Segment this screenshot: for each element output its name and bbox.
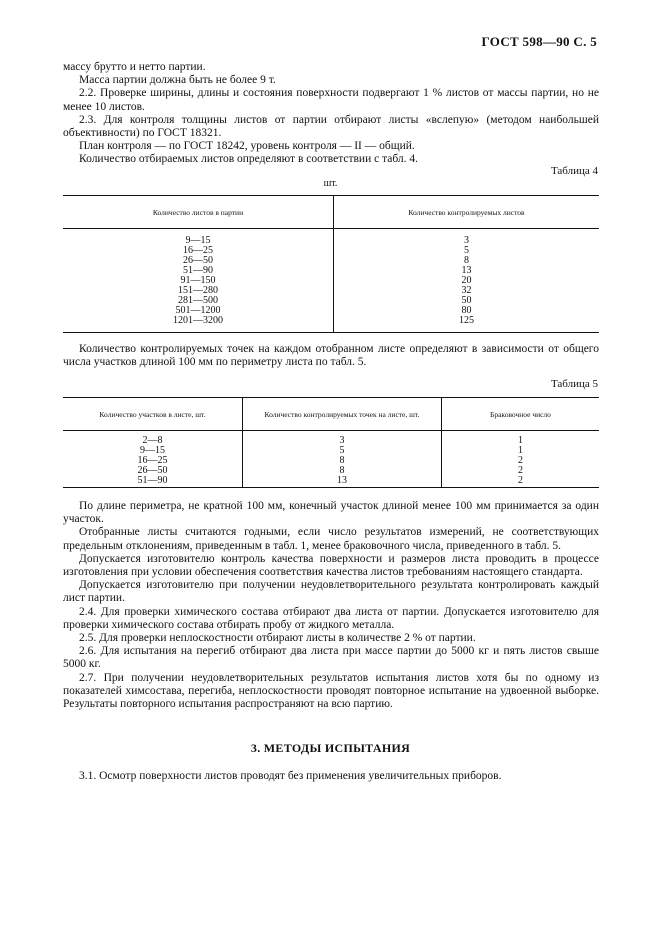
paragraph: Количество контролируемых точек на каждом отобранном листе определяют в зависимости от общего числа участков длиной 100 мм по периметру листа по табл. 5. bbox=[63, 343, 599, 369]
table-cell: 5 bbox=[464, 245, 469, 256]
paragraph: 2.4. Для проверки химического состава отбирают два листа от партии. Допускается изготовителю для проверки химического состава отбирать пробу от жидкого металла. bbox=[63, 605, 599, 631]
table-cell: 151—280 bbox=[178, 285, 218, 296]
table-cell: 281—500 bbox=[178, 295, 218, 306]
table-cell: 51—90 bbox=[137, 475, 168, 486]
paragraph: 2.6. Для испытания на перегиб отбирают два листа при массе партии до 5000 кг и пять листов свыше 5000 кг. bbox=[63, 645, 599, 671]
paragraph: Допускается изготовителю при получении неудовлетворительного результата контролировать каждый лист партии. bbox=[63, 579, 599, 605]
paragraph: 2.3. Для контроля толщины листов от партии отбирают листы «вслепую» (методом наибольшей объективности) по ГОСТ 18321. bbox=[63, 113, 599, 140]
table-cell: 16—25 bbox=[183, 245, 213, 256]
paragraph: Масса партии должна быть не более 9 т. bbox=[79, 74, 276, 87]
table-cell: 1 bbox=[518, 435, 523, 446]
table-cell: 9—15 bbox=[185, 235, 211, 246]
table-cell: 3 bbox=[464, 235, 469, 246]
table5-header-1: Количество участков в листе, шт. bbox=[63, 398, 243, 431]
section-title: 3. МЕТОДЫ ИСПЫТАНИЯ bbox=[250, 741, 411, 755]
text-block-4 bbox=[63, 770, 599, 783]
table-cell: 13 bbox=[337, 475, 347, 486]
table-cell: 3 bbox=[339, 435, 345, 446]
paragraph: 2.7. При получении неудовлетворительных результатов испытания листов хотя бы по одному из показателей химсостава, перегиба, неплоскостности проводят повторное испытание на удвоенной выборке. Результаты повторного испытания распространяют на всю партию. bbox=[63, 671, 599, 711]
paragraph: Допускается изготовителю контроль качества поверхности и размеров листа проводить в процессе изготовления при условии обеспечения соответствия качества листов требованиям настоящего стандарта. bbox=[63, 552, 599, 579]
table-cell: 26—50 bbox=[183, 255, 213, 266]
table4-column-sheet-count bbox=[334, 229, 600, 333]
table-cell: 5 bbox=[339, 445, 345, 456]
table-cell: 2 bbox=[518, 465, 523, 476]
table4-unit: шт. bbox=[323, 178, 338, 189]
text-block-1 bbox=[63, 61, 599, 167]
table4-header-1: Количество листов в партии bbox=[63, 196, 334, 229]
table-cell: 8 bbox=[339, 455, 345, 466]
table-cell: 9—15 bbox=[140, 445, 165, 456]
paragraph: По длине периметра, не кратной 100 мм, конечный участок длиной менее 100 мм принимается за один участок. bbox=[63, 500, 599, 526]
table-cell: 1201—3200 bbox=[173, 315, 223, 326]
table-cell: 20 bbox=[461, 275, 472, 286]
paragraph: 2.2. Проверке ширины, длины и состояния поверхности подвергают 1 % листов от массы партии, но не менее 10 листов. bbox=[63, 87, 599, 113]
table-cell: 8 bbox=[339, 465, 345, 476]
table5-column-reject-number bbox=[442, 431, 600, 488]
paragraph: 3.1. Осмотр поверхности листов проводят без применения увеличительных приборов. bbox=[79, 770, 502, 782]
paragraph: Количество отбираемых листов определяют в соответствии с табл. 4. bbox=[79, 153, 419, 166]
table-cell: 1 bbox=[518, 445, 523, 456]
table-cell: 32 bbox=[461, 285, 472, 296]
table-cell: 16—25 bbox=[137, 455, 168, 466]
table-cell: 91—150 bbox=[180, 275, 216, 286]
table5-caption: Таблица 5 bbox=[550, 378, 598, 390]
table5-header-3: Браковочное число bbox=[442, 398, 600, 431]
table-cell: 13 bbox=[461, 265, 472, 276]
paragraph: 2.5. Для проверки неплоскостности отбирают листы в количестве 2 % от партии. bbox=[79, 632, 476, 645]
table-cell: 26—50 bbox=[137, 465, 168, 476]
table-cell: 501—1200 bbox=[175, 305, 221, 316]
text-block-3 bbox=[63, 500, 599, 711]
text-block-2 bbox=[63, 343, 599, 369]
table-cell: 80 bbox=[461, 305, 472, 316]
table4-header-2: Количество контролируемых листов bbox=[334, 196, 600, 229]
table-cell: 125 bbox=[459, 315, 474, 326]
table5-header-2: Количество контролируемых точек на листе, шт. bbox=[243, 398, 442, 431]
table5 bbox=[63, 397, 599, 488]
table5-column-sections bbox=[63, 431, 243, 488]
paragraph: массу брутто и нетто партии. bbox=[63, 61, 206, 73]
page-header: ГОСТ 598—90 С. 5 bbox=[481, 34, 597, 49]
table-cell: 2 bbox=[518, 455, 523, 466]
table-cell: 50 bbox=[461, 295, 472, 306]
table4 bbox=[63, 195, 599, 333]
table-cell: 2 bbox=[518, 475, 523, 486]
table4-column-batch-size bbox=[63, 229, 334, 333]
paragraph: План контроля — по ГОСТ 18242, уровень контроля — II — общий. bbox=[79, 140, 415, 153]
table-cell: 2—8 bbox=[142, 435, 163, 446]
paragraph: Отобранные листы считаются годными, если число результатов измерений, не соответствующих предельным отклонениям, приведенным в табл. 1, менее браковочного числа, приведенного в табл. 5. bbox=[63, 526, 599, 552]
table5-column-points bbox=[243, 431, 442, 488]
table4-caption: Таблица 4 bbox=[550, 165, 598, 177]
table-cell: 8 bbox=[464, 255, 469, 266]
table-cell: 51—90 bbox=[183, 265, 213, 276]
